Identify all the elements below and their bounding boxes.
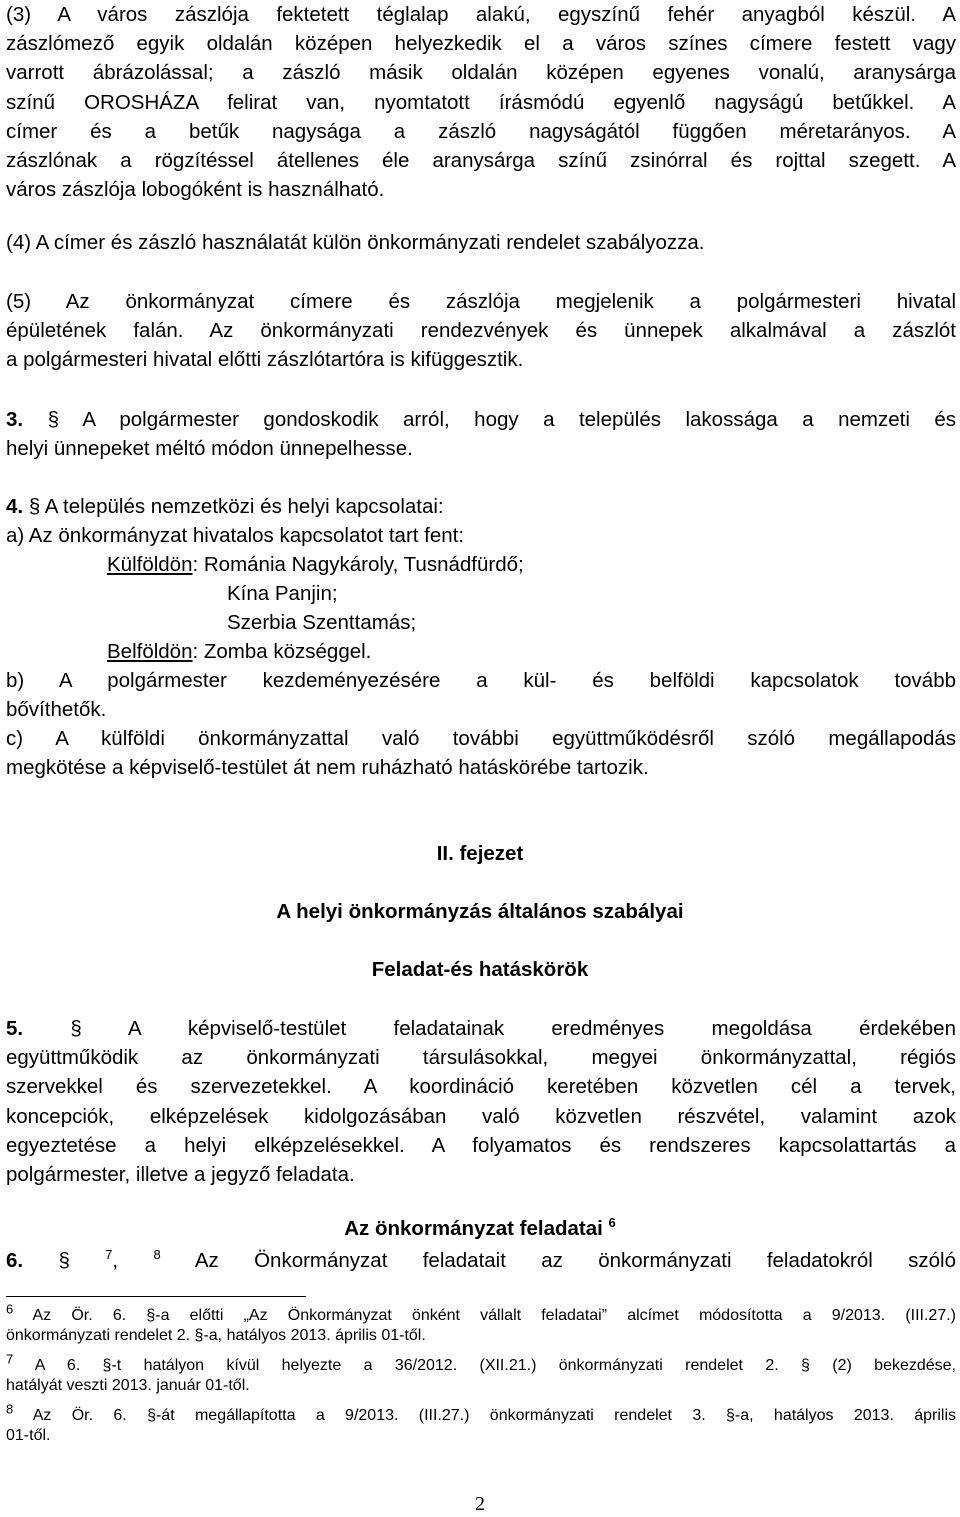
text-line: (5) Az önkormányzat címere és zászlója megjelenik a polgármesteri hivatal (6, 290, 956, 313)
footnote-ref: 8 (153, 1247, 161, 1263)
text-line: zászlónak a rögzítéssel átellenes éle aranysárga színű zsinórral és rojttal szegett. A (6, 149, 956, 173)
text-line (6, 405, 956, 434)
section-number: 6. (6, 1249, 24, 1272)
footnote-line: hatályát veszti 2013. január 01-től. (6, 1377, 250, 1394)
section-number: 5. (6, 1017, 24, 1040)
paragraph-3-3 (6, 0, 956, 204)
text-line: koncepciók, elképzelések kidolgozásában való közvetlen részvétel, valamint azok (6, 1104, 956, 1128)
section-4-c (6, 724, 956, 782)
section-4-a: a) Az önkormányzat hivatalos kapcsolatot tart fent: (6, 524, 465, 547)
domestic-line (107, 637, 371, 666)
section-4-heading (6, 492, 444, 521)
section-sign: § (58, 1249, 70, 1272)
footnote-line: önkormányzati rendelet 2. §-a, hatályos 2013. április 01-től. (6, 1327, 426, 1344)
text-line (6, 1246, 956, 1275)
tasks-heading (0, 1217, 960, 1241)
text-line: szervekkel és szervezetekkel. A koordináció keretében közvetlen cél a tervek, (6, 1075, 956, 1099)
text-line: (4) A címer és zászló használatát külön önkormányzati rendelet szabályozza. (6, 231, 705, 254)
footnote-number: 7 (6, 1351, 14, 1367)
footnote-ref: 7 (105, 1247, 113, 1263)
footnote-text: Az Ör. 6. §-a előtti „Az Önkormányzat önként vállalt feladatai” alcímet módosította a 9/2013. (III.27.) (32, 1307, 956, 1324)
footnote-number: 6 (6, 1301, 14, 1317)
footnote-line: 01-től. (6, 1427, 51, 1444)
text-line (6, 1014, 956, 1043)
abroad-line-3: Szerbia Szenttamás; (227, 611, 417, 634)
text-line: színű OROSHÁZA felirat van, nyomtatott írásmódú egyenlő nagyságú betűkkel. A (6, 90, 956, 114)
paragraph-3-5 (6, 287, 956, 375)
abroad-partner: : Románia Nagykároly, Tusnádfürdő; (192, 553, 524, 576)
separator: , (112, 1249, 119, 1272)
section-sign: § (47, 408, 59, 431)
section-4-b (6, 666, 956, 724)
footnote-text: A 6. §-t hatályon kívül helyezte a 36/2012. (XII.21.) önkormányzati rendelet 2. § (2) bekezdése, (34, 1357, 956, 1374)
abroad-line-2: Kína Panjin; (227, 582, 338, 605)
section-text: Az Önkormányzat feladatait az önkormányzati feladatokról szóló (194, 1249, 956, 1272)
section-title: A település nemzetközi és helyi kapcsolatai: (44, 495, 444, 518)
tasks-heading-text: Az önkormányzat feladatai (344, 1217, 603, 1240)
footnote-8 (6, 1401, 957, 1446)
footnote-line (6, 1351, 956, 1376)
section-5 (6, 1014, 956, 1189)
text-line: a polgármesteri hivatal előtti zászlótartóra is kifüggesztik. (6, 348, 524, 372)
section-sign: § (70, 1017, 82, 1040)
section-sign: § (28, 495, 41, 518)
domestic-label: Belföldön (107, 640, 193, 663)
footnote-ref: 6 (608, 1215, 616, 1231)
section-text: A polgármester gondoskodik arról, hogy a település lakossága a nemzeti és (82, 408, 956, 431)
section-text: A képviselő-testület feladatainak eredményes megoldása érdekében (128, 1017, 956, 1040)
text-line: varrott ábrázolással; a zászló másik oldalán középen egyenes vonalú, aranysárga (6, 61, 956, 85)
text-line: együttműködik az önkormányzati társulásokkal, megyei önkormányzattal, régiós (6, 1046, 956, 1070)
section-6 (6, 1246, 956, 1275)
abroad-line-1 (107, 550, 524, 579)
footnote-number: 8 (6, 1401, 14, 1417)
text-line: egyeztetése a helyi elképzelésekkel. A folyamatos és rendszeres kapcsolattartás a (6, 1133, 956, 1157)
chapter-number: II. fejezet (436, 842, 524, 865)
text-line: bővíthetők. (6, 698, 107, 722)
footnote-6 (6, 1301, 956, 1346)
page-number: 2 (475, 1493, 485, 1515)
text-line: megkötése a képviselő-testület át nem ruházható hatáskörébe tartozik. (6, 756, 649, 780)
text-line: (3) A város zászlója fektetett téglalap alakú, egyszínű fehér anyagból készül. A (6, 3, 956, 26)
text-line: címer és a betűk nagysága a zászló nagyságától függően méretarányos. A (6, 119, 956, 143)
footnote-text: Az Ör. 6. §-át megállapította a 9/2013. (III.27.) önkormányzati rendelet 3. §-a, hatályos 2013. április (32, 1407, 957, 1424)
domestic-partner: : Zomba községgel. (192, 640, 372, 663)
text-line: helyi ünnepeket méltó módon ünnepelhesse. (6, 437, 413, 461)
footnote-line (6, 1401, 957, 1426)
abroad-label: Külföldön (107, 553, 193, 576)
footnote-7 (6, 1351, 956, 1396)
section-3 (6, 405, 956, 463)
text-line: város zászlója lobogóként is használható. (6, 178, 385, 202)
footnote-line (6, 1301, 956, 1326)
footnote-separator (6, 1296, 306, 1297)
text-line: c) A külföldi önkormányzattal való további együttműködésről szóló megállapodás (6, 727, 956, 750)
chapter-subtitle: Feladat-és hatáskörök (371, 958, 589, 981)
paragraph-3-4 (6, 228, 956, 257)
text-line: épületének falán. Az önkormányzati rendezvények és ünnepek alkalmával a zászlót (6, 319, 956, 343)
section-number: 3. (6, 408, 24, 431)
chapter-title: A helyi önkormányzás általános szabályai (276, 900, 684, 923)
text-line: zászlómező egyik oldalán középen helyezkedik el a város színes címere festett vagy (6, 32, 956, 56)
section-number: 4. (6, 495, 24, 518)
text-line: polgármester, illetve a jegyző feladata. (6, 1163, 355, 1187)
text-line: b) A polgármester kezdeményezésére a kül- és belföldi kapcsolatok tovább (6, 669, 956, 692)
